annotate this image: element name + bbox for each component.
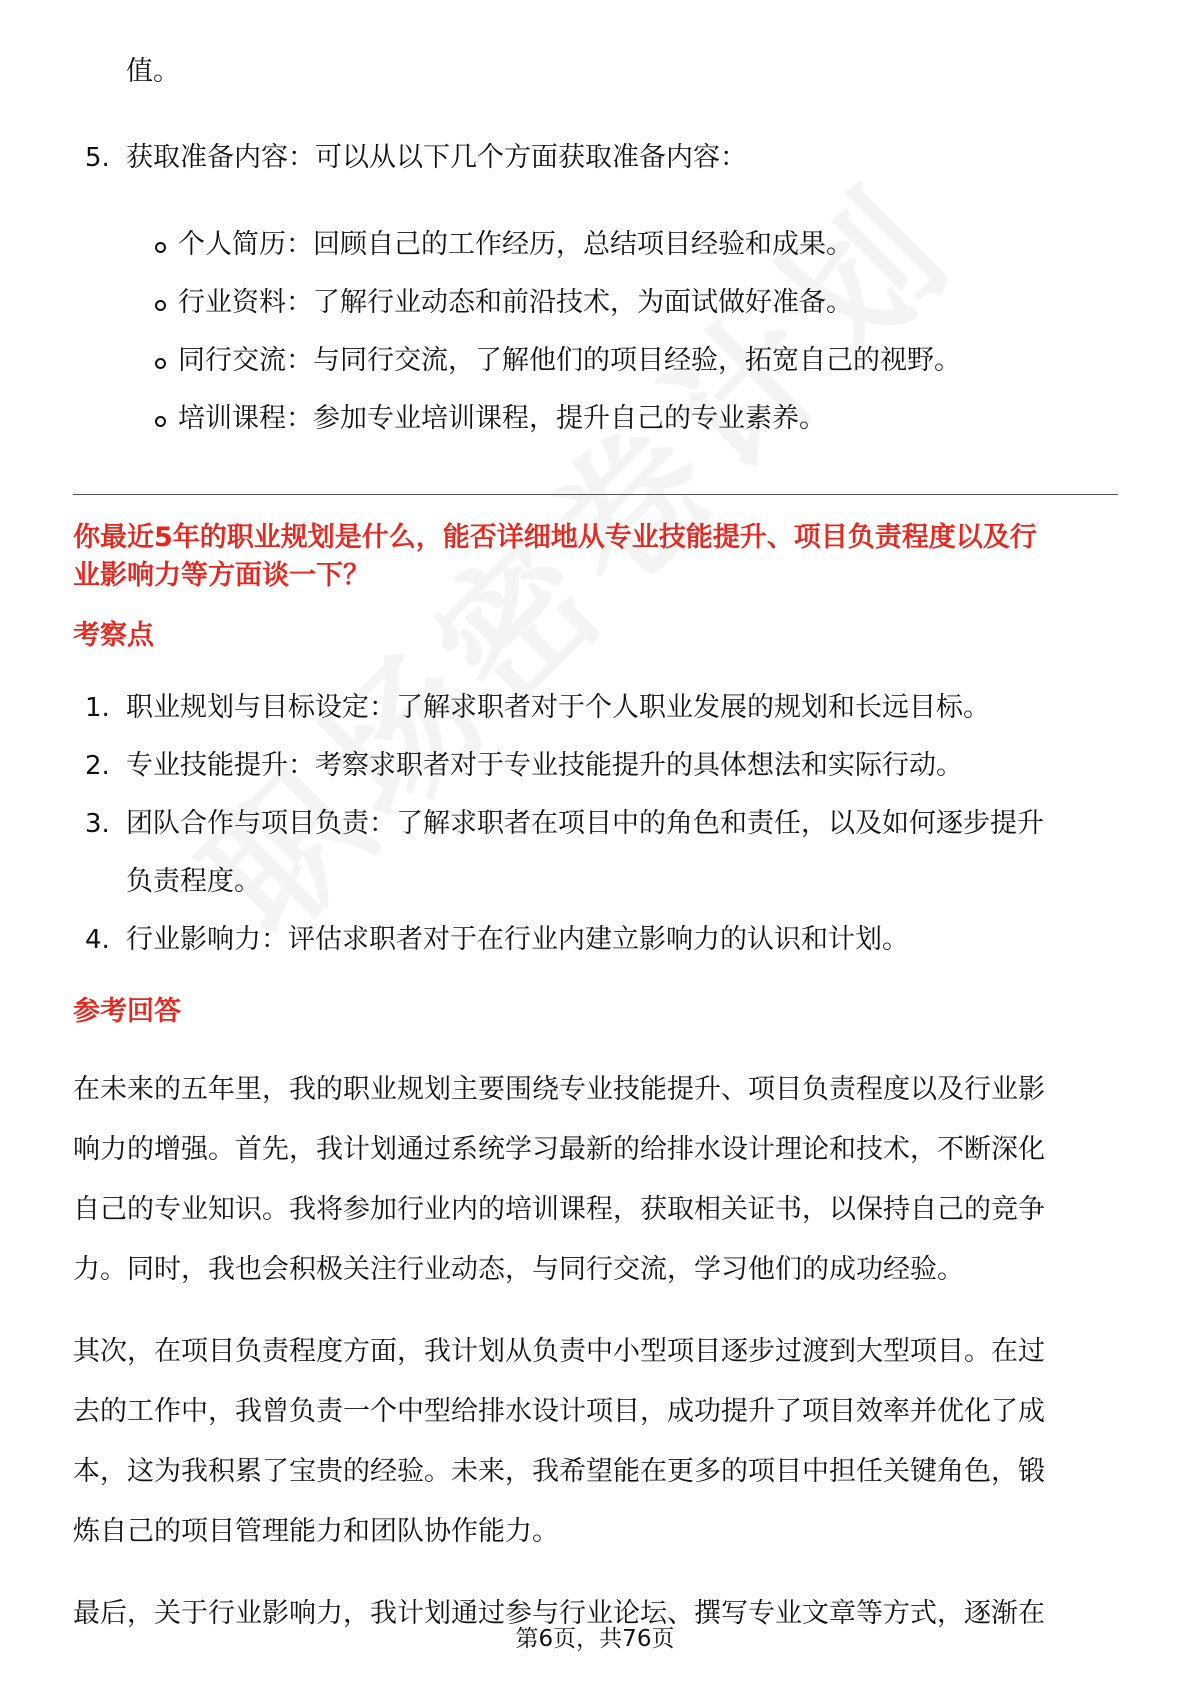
list-number: 1.	[85, 693, 110, 723]
answer-paragraph-line: 自己的专业知识。我将参加行业内的培训课程，获取相关证书，以保持自己的竞争	[73, 1194, 1045, 1225]
bullet-icon	[155, 300, 166, 311]
answer-paragraph-line: 在未来的五年里，我的职业规划主要围绕专业技能提升、项目负责程度以及行业影	[73, 1074, 1045, 1105]
list-number: 3.	[85, 809, 110, 839]
answer-paragraph-line: 其次，在项目负责程度方面，我计划从负责中小型项目逐步过渡到大型项目。在过	[73, 1336, 1045, 1367]
answer-paragraph-line: 本，这为我积累了宝贵的经验。未来，我希望能在更多的项目中担任关键角色，锻	[73, 1456, 1045, 1487]
list-number: 4.	[85, 925, 110, 955]
answer-paragraph-line: 力。同时，我也会积极关注行业动态，与同行交流，学习他们的成功经验。	[73, 1254, 964, 1285]
answer-paragraph-line: 炼自己的项目管理能力和团队协作能力。	[73, 1516, 559, 1547]
check-item: 团队合作与项目负责：了解求职者在项目中的角色和责任，以及如何逐步提升	[126, 808, 1044, 839]
bullet-icon	[155, 358, 166, 369]
sub-list-item: 行业资料：了解行业动态和前沿技术，为面试做好准备。	[178, 287, 853, 318]
question-title-line1: 你最近5年的职业规划是什么，能否详细地从专业技能提升、项目负责程度以及行	[73, 522, 1037, 553]
answer-paragraph-line: 去的工作中，我曾负责一个中型给排水设计项目，成功提升了项目效率并优化了成	[73, 1396, 1045, 1427]
bullet-icon	[155, 242, 166, 253]
check-item: 专业技能提升：考察求职者对于专业技能提升的具体想法和实际行动。	[126, 750, 963, 781]
check-item: 职业规划与目标设定：了解求职者对于个人职业发展的规划和长远目标。	[126, 692, 990, 723]
answer-heading: 参考回答	[73, 996, 181, 1027]
check-item-continuation: 负责程度。	[126, 866, 261, 897]
sub-list-item: 同行交流：与同行交流，了解他们的项目经验，拓宽自己的视野。	[178, 345, 961, 376]
sub-list-item: 培训课程：参加专业培训课程，提升自己的专业素养。	[178, 403, 826, 434]
sub-list-item: 个人简历：回顾自己的工作经历，总结项目经验和成果。	[178, 229, 853, 260]
list-number: 5.	[85, 143, 110, 173]
check-item: 行业影响力：评估求职者对于在行业内建立影响力的认识和计划。	[126, 924, 909, 955]
section-divider	[73, 494, 1118, 495]
bullet-icon	[155, 416, 166, 427]
question-title-line2: 业影响力等方面谈一下？	[73, 560, 370, 591]
answer-paragraph-line: 最后，关于行业影响力，我计划通过参与行业论坛、撰写专业文章等方式，逐渐在	[73, 1598, 1045, 1629]
page-number: 第6页，共76页	[515, 1626, 675, 1652]
list-item-text: 获取准备内容：可以从以下几个方面获取准备内容：	[126, 142, 747, 173]
list-number: 2.	[85, 751, 110, 781]
answer-paragraph-line: 响力的增强。首先，我计划通过系统学习最新的给排水设计理论和技术，不断深化	[73, 1134, 1045, 1165]
check-points-heading: 考察点	[73, 620, 154, 651]
carryover-text: 值。	[126, 56, 180, 87]
